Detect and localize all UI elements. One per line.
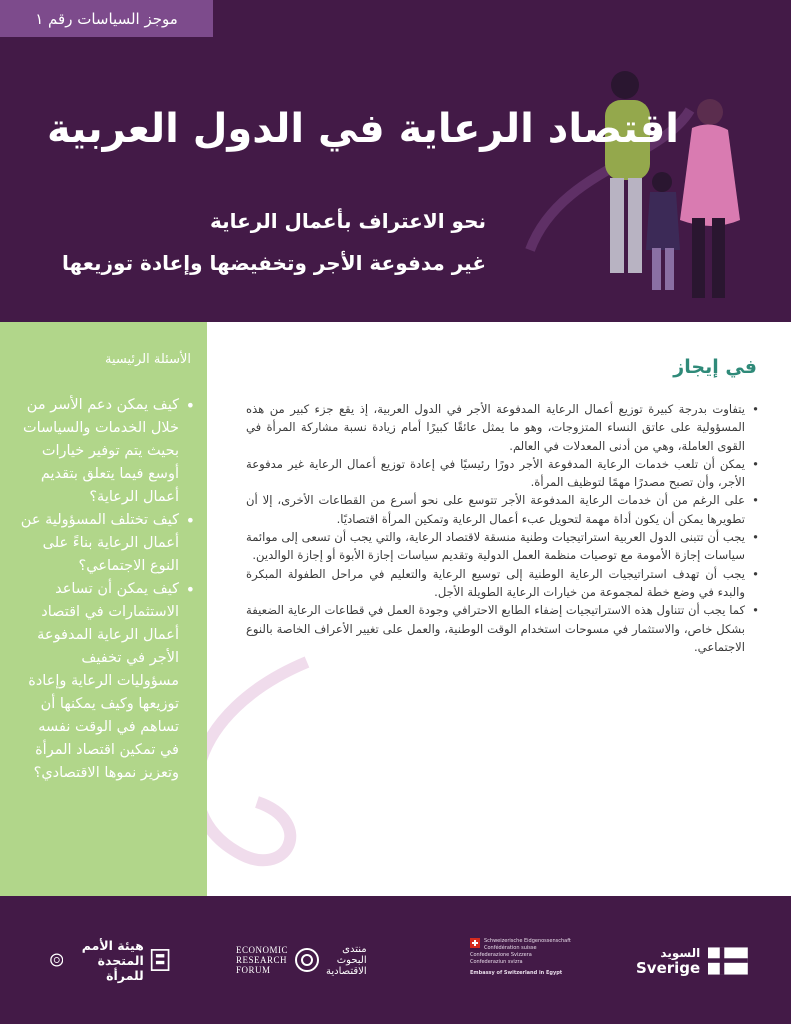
switzerland-embassy-logo	[470, 938, 580, 988]
header-banner	[0, 0, 791, 322]
main-title: اقتصاد الرعاية في الدول العربية	[47, 106, 679, 152]
decorative-swirl	[207, 652, 337, 892]
swiss-line: Schweizerische Eidgenossenschaft	[484, 938, 571, 944]
subtitle-line-1: نحو الاعتراف بأعمال الرعاية	[209, 209, 486, 233]
swiss-line: Embassy of Switzerland in Egypt	[470, 970, 563, 976]
list-item: • يمكن أن تلعب خدمات الرعاية المدفوعة الأجر دورًا رئيسيًا في إعادة توزيع أعمال الرعاية غير مدفوعة الأجر، وأن تصبح مصدرًا مهمًا لتوظيف المرأة.	[246, 455, 761, 492]
list-item: • كيف تختلف المسؤولية عن أعمال الرعاية بناءً على النوع الاجتماعي؟	[17, 509, 197, 578]
summary-section	[207, 322, 791, 896]
summary-bullets	[246, 400, 761, 656]
erf-english-line: ECONOMIC	[236, 945, 289, 955]
partner-logos-footer	[0, 896, 791, 1024]
swiss-cross-icon	[470, 938, 480, 948]
un-women-symbol-icon	[150, 946, 170, 974]
swiss-line: Confederazione Svizzera	[470, 952, 532, 958]
sweden-logo	[636, 944, 748, 978]
section-title: في إيجاز	[673, 356, 757, 378]
swiss-line: Confederaziun svizra	[470, 959, 523, 965]
economic-research-forum-logo	[236, 942, 386, 978]
un-women-line: المتحدة للمرأة	[97, 952, 144, 983]
list-item: • كيف يمكن دعم الأسر من خلال الخدمات والسياسات بحيث يتم توفير خيارات أوسع فيما يتعلق بتقديم أعمال الرعاية؟	[17, 394, 197, 509]
erf-arabic-line: الاقتصادية	[326, 965, 367, 977]
list-item: • كما يجب أن تتناول هذه الاستراتيجيات إضفاء الطابع الاحترافي وجودة العمل في قطاعات الرعاية الضعيفة بشكل خاص، والاستثمار في مسوحات استخدام الوقت الوطنية، والعمل على تغيير الأعراف الخاصة بالنوع الاجتماعي.	[246, 601, 761, 656]
policy-brief-tag: موجز السياسات رقم ١	[0, 0, 213, 37]
subtitle	[26, 200, 486, 284]
sweden-flag-icon	[708, 946, 748, 976]
sweden-arabic-label: السويد	[660, 946, 701, 960]
key-questions-panel	[0, 322, 207, 896]
subtitle-line-2: غير مدفوعة الأجر وتخفيضها وإعادة توزيعها	[62, 251, 486, 275]
erf-english-line: RESEARCH	[236, 955, 288, 965]
list-item: • يجب أن تتبنى الدول العربية استراتيجيات وطنية منسقة لاقتصاد الرعاية، والتي يجب أن تسعى إلى موائمة سياسات إجازة الأمومة مع توصيات منظمة العمل الدولية وتقديم سياسات إجازة الأبوة أو إجازة الوالدين.	[246, 528, 761, 565]
erf-arabic-line: البحوث	[336, 954, 367, 966]
un-emblem-icon	[50, 952, 64, 968]
key-questions-title: الأسئلة الرئيسية	[104, 352, 191, 367]
list-item: • يتفاوت بدرجة كبيرة توزيع أعمال الرعاية المدفوعة الأجر في الدول العربية، إذ يقع جزء كبير من هذه المسؤولية على عاتق النساء المتزوجات، وهو ما يمثل عائقًا كبيرًا أمام زيادة نسبة مشاركة المرأة في القوى العاملة، وهي من أدنى المعدلات في العالم.	[246, 400, 761, 455]
erf-arabic-line: منتدى	[342, 943, 367, 955]
un-women-logo	[50, 937, 170, 983]
list-item: • على الرغم من أن خدمات الرعاية المدفوعة الأجر تتوسع على نحو أسرع من القطاعات الأخرى، إلا أن تطويرها يمكن أن يكون أداة مهمة لتحويل عبء أعمال الرعاية وتمكين المرأة اقتصاديًا.	[246, 491, 761, 528]
swiss-line: Confédération suisse	[484, 945, 537, 951]
key-questions-list	[17, 394, 197, 785]
sweden-english-label: Sverige	[636, 959, 701, 977]
un-women-line: هيئة الأمم	[81, 937, 144, 953]
erf-emblem-icon	[294, 947, 320, 973]
erf-english-line: FORUM	[236, 965, 271, 975]
list-item: • يجب أن تهدف استراتيجيات الرعاية الوطنية إلى توسيع الرعاية والتعليم في مراحل الطفولة المبكرة والبدء في وضع خطة لمجموعة من خيارات الرعاية الطويلة الأجل.	[246, 565, 761, 602]
family-illustration	[520, 50, 791, 322]
list-item: • كيف يمكن أن تساعد الاستثمارات في اقتصاد أعمال الرعاية المدفوعة الأجر في تخفيف مسؤوليات الرعاية وإعادة توزيعها وكيف يمكنها أن تساهم في الوقت نفسه في تمكين اقتصاد المرأة وتعزيز نموها الاقتصادي؟	[17, 578, 197, 785]
